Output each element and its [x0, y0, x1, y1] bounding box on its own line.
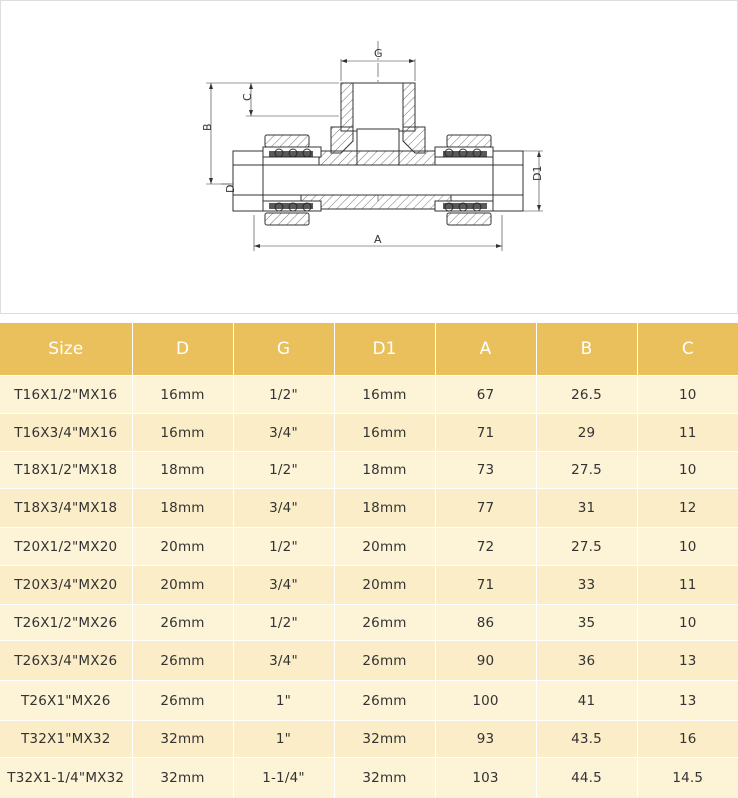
cell-b: 33	[536, 566, 637, 605]
cell-size: T20X1/2"MX20	[0, 528, 132, 566]
cell-a: 90	[435, 641, 536, 681]
cell-b: 43.5	[536, 721, 637, 758]
cell-size: T16X1/2"MX16	[0, 376, 132, 414]
cell-b: 26.5	[536, 376, 637, 414]
cell-size: T18X1/2"MX18	[0, 452, 132, 489]
cell-d: 26mm	[132, 605, 233, 641]
technical-drawing	[0, 0, 738, 314]
cell-c: 10	[637, 452, 738, 489]
dimension-label-d: D	[224, 184, 237, 193]
cell-b: 31	[536, 489, 637, 528]
cell-d: 32mm	[132, 721, 233, 758]
cell-a: 73	[435, 452, 536, 489]
table-row	[0, 605, 738, 641]
cell-g: 1"	[233, 681, 334, 721]
cell-d1: 20mm	[334, 566, 435, 605]
table-row	[0, 452, 738, 489]
cell-size: T16X3/4"MX16	[0, 414, 132, 452]
column-header-d1: D1	[334, 323, 435, 376]
cell-b: 27.5	[536, 528, 637, 566]
cell-a: 71	[435, 566, 536, 605]
cell-g: 1-1/4"	[233, 758, 334, 798]
cell-d: 16mm	[132, 414, 233, 452]
column-header-c: C	[637, 323, 738, 376]
table-row	[0, 641, 738, 681]
table-row	[0, 414, 738, 452]
column-header-a: A	[435, 323, 536, 376]
cell-b: 36	[536, 641, 637, 681]
column-header-size: Size	[0, 323, 132, 376]
cell-d1: 32mm	[334, 721, 435, 758]
column-header-d: D	[132, 323, 233, 376]
cell-size: T20X3/4"MX20	[0, 566, 132, 605]
cell-size: T26X1/2"MX26	[0, 605, 132, 641]
cell-d1: 20mm	[334, 528, 435, 566]
cell-d: 18mm	[132, 489, 233, 528]
cell-d1: 26mm	[334, 681, 435, 721]
cell-d1: 16mm	[334, 414, 435, 452]
cell-c: 16	[637, 721, 738, 758]
specification-table	[0, 323, 738, 798]
tee-fitting-diagram	[1, 1, 737, 313]
cell-size: T32X1-1/4"MX32	[0, 758, 132, 798]
column-header-g: G	[233, 323, 334, 376]
cell-b: 41	[536, 681, 637, 721]
cell-size: T26X3/4"MX26	[0, 641, 132, 681]
cell-size: T26X1"MX26	[0, 681, 132, 721]
table-row	[0, 721, 738, 758]
cell-d1: 16mm	[334, 376, 435, 414]
cell-c: 11	[637, 566, 738, 605]
dimension-label-b: B	[201, 123, 214, 131]
cell-d: 18mm	[132, 452, 233, 489]
column-header-b: B	[536, 323, 637, 376]
dimension-label-c: C	[241, 93, 254, 101]
table-header-row	[0, 323, 738, 376]
table-row	[0, 681, 738, 721]
table-row	[0, 566, 738, 605]
cell-a: 67	[435, 376, 536, 414]
cell-a: 100	[435, 681, 536, 721]
cell-d: 26mm	[132, 681, 233, 721]
table-row	[0, 376, 738, 414]
cell-g: 1"	[233, 721, 334, 758]
cell-d: 20mm	[132, 566, 233, 605]
cell-a: 93	[435, 721, 536, 758]
cell-c: 10	[637, 605, 738, 641]
table-row	[0, 528, 738, 566]
cell-g: 1/2"	[233, 376, 334, 414]
cell-c: 14.5	[637, 758, 738, 798]
dimension-label-a: A	[374, 233, 382, 246]
cell-a: 86	[435, 605, 536, 641]
cell-a: 103	[435, 758, 536, 798]
cell-g: 1/2"	[233, 452, 334, 489]
cell-a: 72	[435, 528, 536, 566]
cell-g: 3/4"	[233, 414, 334, 452]
cell-d1: 32mm	[334, 758, 435, 798]
cell-d1: 18mm	[334, 489, 435, 528]
table-row	[0, 489, 738, 528]
cell-c: 11	[637, 414, 738, 452]
cell-b: 44.5	[536, 758, 637, 798]
cell-a: 71	[435, 414, 536, 452]
cell-c: 12	[637, 489, 738, 528]
cell-g: 3/4"	[233, 641, 334, 681]
cell-c: 13	[637, 681, 738, 721]
cell-d1: 26mm	[334, 605, 435, 641]
cell-d: 16mm	[132, 376, 233, 414]
cell-b: 29	[536, 414, 637, 452]
cell-c: 13	[637, 641, 738, 681]
cell-g: 1/2"	[233, 605, 334, 641]
dimension-label-d1: D1	[531, 165, 544, 181]
table-row	[0, 758, 738, 798]
cell-c: 10	[637, 376, 738, 414]
cell-g: 1/2"	[233, 528, 334, 566]
cell-b: 35	[536, 605, 637, 641]
cell-d1: 26mm	[334, 641, 435, 681]
cell-a: 77	[435, 489, 536, 528]
cell-d: 32mm	[132, 758, 233, 798]
cell-b: 27.5	[536, 452, 637, 489]
cell-d: 26mm	[132, 641, 233, 681]
cell-size: T18X3/4"MX18	[0, 489, 132, 528]
cell-g: 3/4"	[233, 566, 334, 605]
cell-d1: 18mm	[334, 452, 435, 489]
cell-d: 20mm	[132, 528, 233, 566]
dimension-label-g: G	[374, 47, 383, 60]
cell-size: T32X1"MX32	[0, 721, 132, 758]
cell-g: 3/4"	[233, 489, 334, 528]
cell-c: 10	[637, 528, 738, 566]
